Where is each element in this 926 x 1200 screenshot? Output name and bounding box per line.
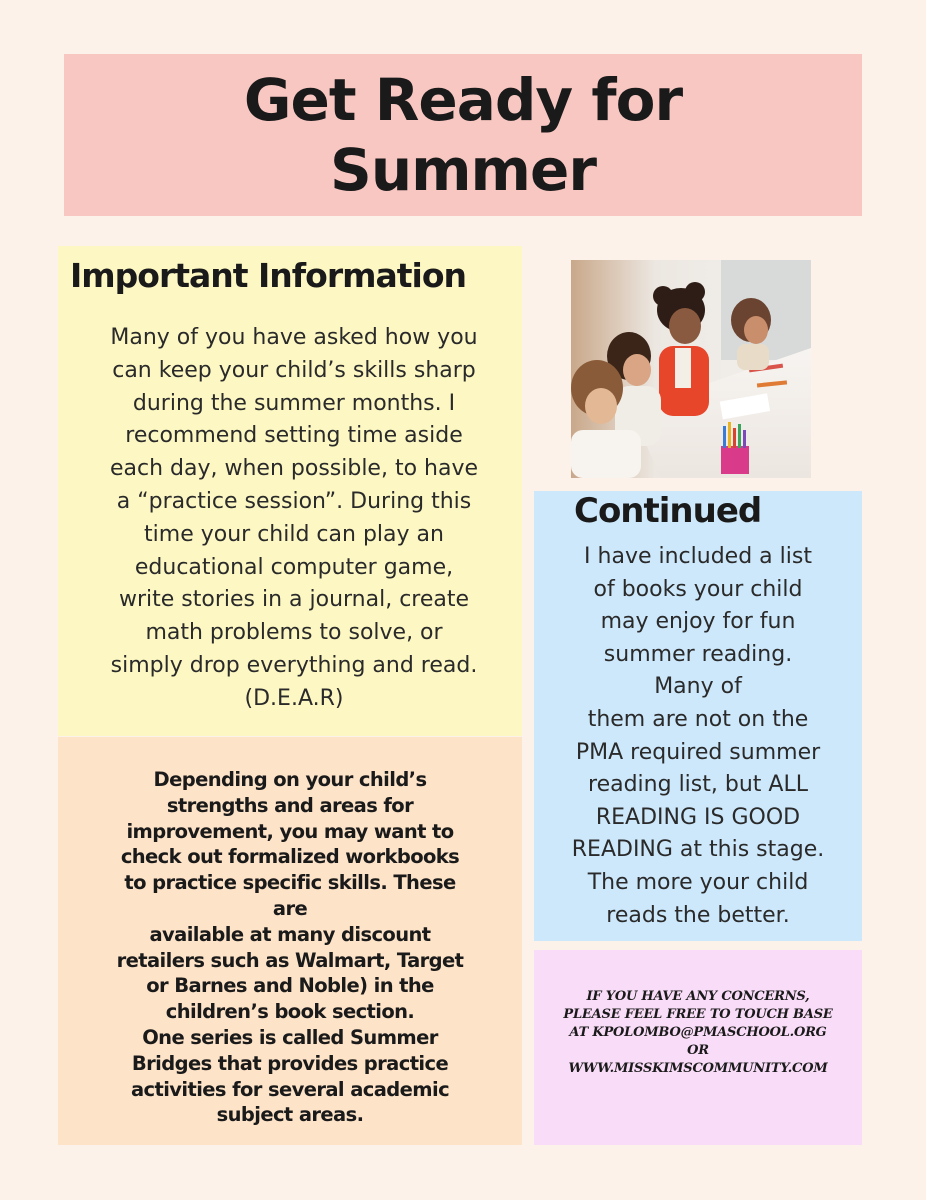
important-line: time your child can play an (144, 521, 444, 547)
continued-line: The more your child (587, 869, 809, 895)
continued-line: READING at this stage. (571, 837, 825, 863)
continued-line: of books your child (593, 576, 803, 602)
important-line: a “practice session”. During this (116, 488, 472, 514)
workbooks-line: retailers such as Walmart, Target (116, 948, 464, 972)
children-writing-photo (571, 260, 811, 478)
workbooks-line: children’s book section. (165, 1000, 415, 1024)
workbooks-line: Bridges that provides practice (131, 1051, 449, 1075)
important-line: during the summer months. I (132, 390, 456, 416)
continued-line: may enjoy for fun (600, 609, 796, 635)
workbooks-line: activities for several academic (130, 1077, 450, 1101)
continued-line: them are not on the (587, 706, 809, 732)
workbooks-line: improvement, you may want to (126, 819, 454, 843)
important-line: can keep your child’s skills sharp (112, 357, 476, 383)
important-information-text (76, 322, 512, 716)
workbooks-line: check out formalized workbooks (120, 845, 460, 869)
workbooks-line: subject areas. (216, 1103, 364, 1127)
important-line: Many of you have asked how you (110, 325, 478, 350)
contact-text (542, 988, 854, 1078)
workbooks-line: Depending on your child’s (153, 768, 427, 791)
contact-website-link[interactable]: WWW.MISSKIMSCOMMUNITY.COM (568, 1061, 828, 1076)
continued-section (534, 491, 862, 941)
important-line: simply drop everything and read. (110, 652, 478, 678)
contact-email-link[interactable]: AT KPOLOMBO@PMASCHOOL.ORG (569, 1025, 827, 1040)
continued-line: READING IS GOOD (595, 804, 801, 830)
contact-line: PLEASE FEEL FREE TO TOUCH BASE (563, 1007, 833, 1022)
page-title (244, 65, 682, 205)
workbooks-line: are (272, 896, 308, 920)
continued-heading: Continued (574, 491, 762, 531)
workbooks-line: One series is called Summer (142, 1025, 438, 1049)
important-line: math problems to solve, or (145, 620, 443, 646)
contact-line: IF YOU HAVE ANY CONCERNS, (586, 989, 810, 1004)
workbooks-line: strengths and areas for (166, 793, 414, 817)
continued-line: reading list, but ALL (588, 772, 808, 798)
photo-illustration (571, 260, 811, 478)
continued-line: Many of (654, 674, 742, 700)
continued-line: I have included a list (584, 544, 812, 569)
workbooks-line: or Barnes and Noble) in the (146, 974, 434, 998)
workbooks-section (58, 737, 522, 1145)
important-line: recommend setting time aside (125, 423, 463, 449)
title-line-2: Summer (330, 136, 596, 204)
workbooks-line: to practice specific skills. These (124, 871, 456, 895)
important-line: (D.E.A.R) (244, 685, 344, 711)
continued-text (544, 541, 852, 932)
workbooks-text (58, 767, 522, 1128)
important-line: educational computer game, (134, 554, 454, 580)
continued-line: PMA required summer (575, 739, 821, 765)
continued-line: summer reading. (603, 641, 793, 667)
important-line: write stories in a journal, create (118, 587, 470, 613)
title-line-1: Get Ready for (243, 66, 683, 134)
contact-section (534, 950, 862, 1145)
contact-line: OR (687, 1043, 709, 1058)
important-information-heading: Important Information (70, 256, 467, 295)
title-banner (64, 54, 862, 216)
workbooks-line: available at many discount (149, 922, 431, 946)
important-information-section (58, 246, 522, 736)
important-line: each day, when possible, to have (109, 456, 479, 482)
continued-line: reads the better. (606, 902, 790, 928)
